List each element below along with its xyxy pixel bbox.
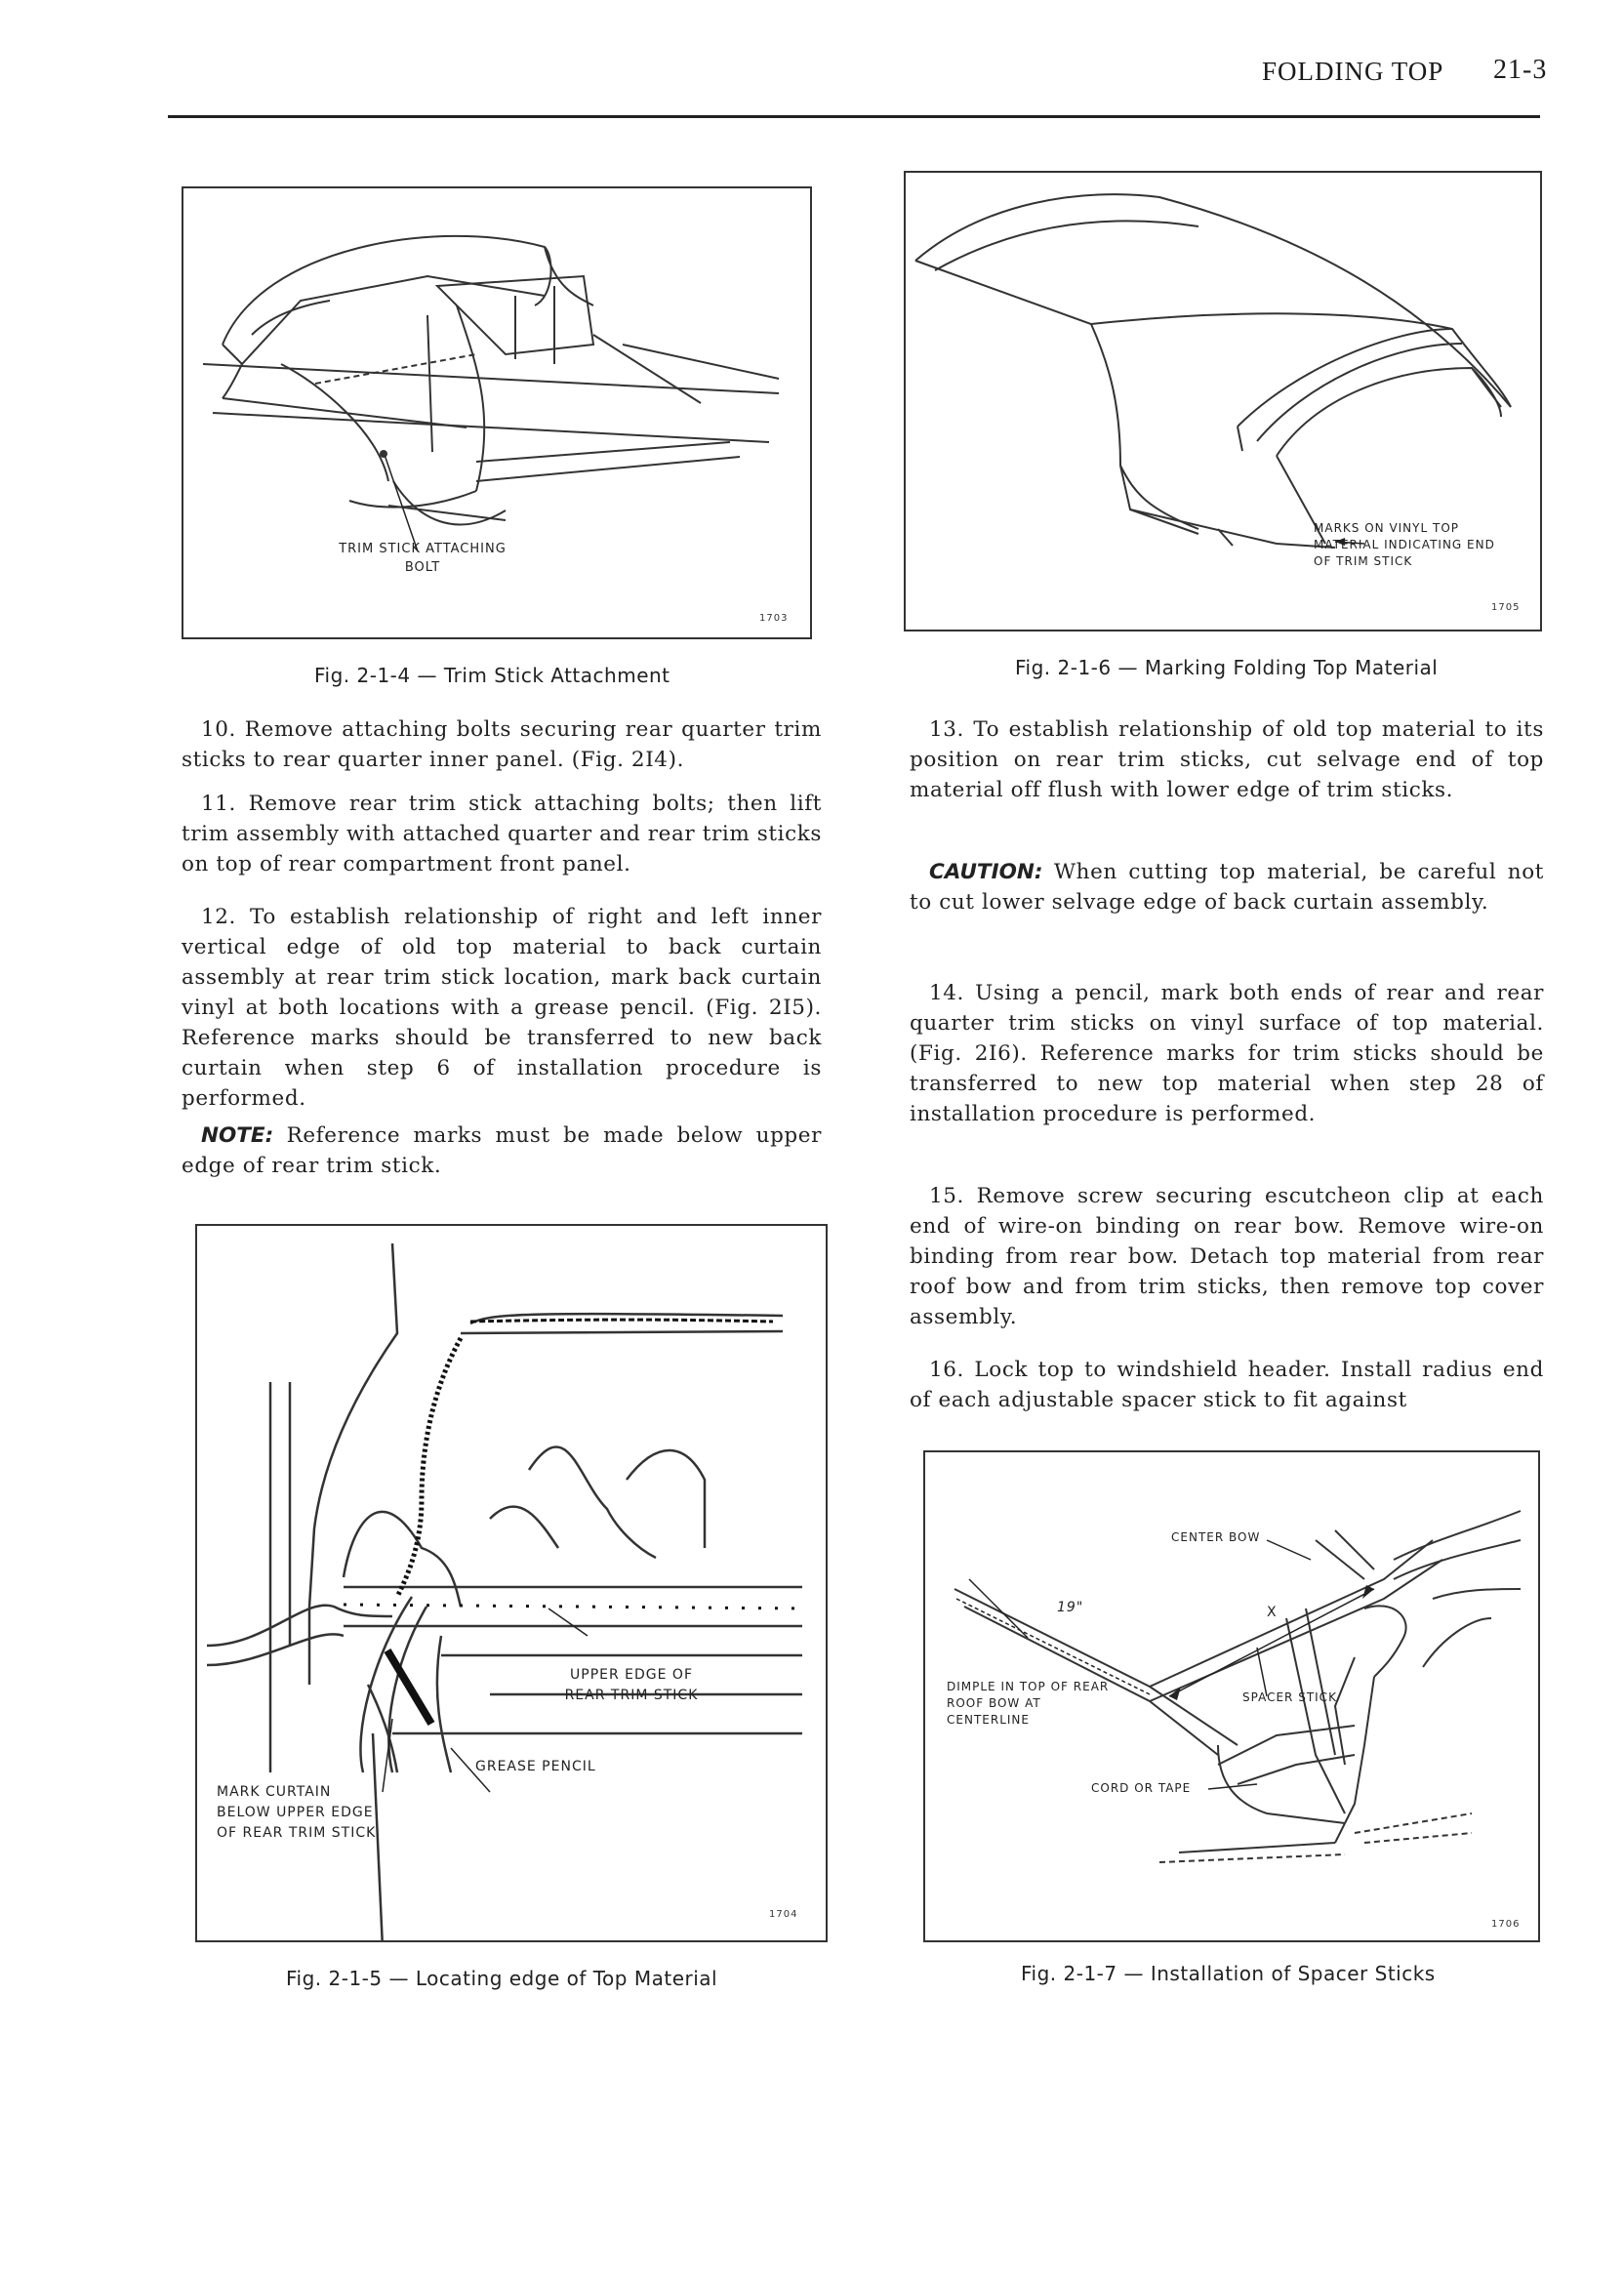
figure-number: 1706 <box>1491 1919 1521 1930</box>
step-16: 16. Lock top to windshield header. Install radius end of each adjustable spacer stick to fit against <box>910 1358 1544 1412</box>
caution-paragraph <box>910 857 1544 917</box>
figure-marking-folding-top <box>904 171 1542 631</box>
caution-text: When cutting top material, be careful not to cut lower selvage edge of back curtain assembly. <box>910 860 1544 915</box>
figure-number: 1704 <box>769 1909 798 1920</box>
callout-x: X <box>1267 1605 1278 1620</box>
step-14: 14. Using a pencil, mark both ends of rear and rear quarter trim sticks on vinyl surface of top material. (Fig. 2I6). Reference marks for trim sticks should be transferred to new top material when step 28 of installation procedure is performed. <box>910 981 1544 1126</box>
step-13: 13. To establish relationship of old top material to its position on rear trim sticks, cut selvage end of top material off flush with lower edge of trim sticks. <box>910 717 1544 802</box>
note-text: Reference marks must be made below upper edge of rear trim stick. <box>182 1123 822 1178</box>
callout-cord-tape: CORD OR TAPE <box>1091 1781 1192 1795</box>
figure-number: 1703 <box>759 613 789 624</box>
step-10: 10. Remove attaching bolts securing rear quarter trim sticks to rear quarter inner panel. (Fig. 2I4). <box>182 717 822 772</box>
callout-dimple: DIMPLE IN TOP OF REAR ROOF BOW AT CENTERLINE <box>947 1680 1110 1727</box>
step-15: 15. Remove screw securing escutcheon clip at each end of wire-on binding on rear bow. Remove wire-on binding from rear bow. Detach top material from rear roof bow and from trim sticks, then remove top cover assembly. <box>910 1184 1544 1329</box>
caution-label: CAUTION: <box>929 860 1043 884</box>
callout-19in: 19" <box>1057 1600 1084 1615</box>
figure-locating-edge <box>195 1224 828 1942</box>
note-paragraph <box>182 1120 822 1181</box>
page-number: 21-3 <box>1493 55 1548 85</box>
callout-spacer-stick: SPACER STICK <box>1242 1690 1337 1704</box>
callout-grease-pencil: GREASE PENCIL <box>475 1759 596 1774</box>
callout-marks-on-vinyl: MARKS ON VINYL TOP MATERIAL INDICATING END OF TRIM STICK <box>1314 521 1495 568</box>
figure-spacer-sticks <box>923 1450 1540 1942</box>
figure-caption: Fig. 2-1-4 — Trim Stick Attachment <box>314 664 670 687</box>
figure-number: 1705 <box>1491 602 1521 613</box>
section-title: FOLDING TOP <box>1262 57 1444 86</box>
callout-mark-curtain: MARK CURTAIN BELOW UPPER EDGE OF REAR TRIM STICK <box>217 1784 377 1841</box>
header-rule <box>168 115 1540 118</box>
figure-trim-stick-attachment <box>182 186 812 639</box>
step-12: 12. To establish relationship of right and left inner vertical edge of old top material to back curtain assembly at rear trim stick location, mark back curtain vinyl at both locations with a grease pencil. (Fig. 2I5). Reference marks should be transferred to new back curtain when step 6 of installation procedure is performed. <box>182 905 822 1111</box>
figure-caption: Fig. 2-1-5 — Locating edge of Top Material <box>286 1967 718 1990</box>
step-11: 11. Remove rear trim stick attaching bolts; then lift trim assembly with attached quarter and rear trim sticks on top of rear compartment front panel. <box>182 792 822 876</box>
callout-trim-stick-bolt: TRIM STICK ATTACHING BOLT <box>339 542 507 575</box>
callout-upper-edge: UPPER EDGE OF REAR TRIM STICK <box>564 1667 699 1703</box>
callout-center-bow: CENTER BOW <box>1171 1530 1261 1544</box>
figure-caption: Fig. 2-1-6 — Marking Folding Top Material <box>1015 656 1439 679</box>
figure-caption: Fig. 2-1-7 — Installation of Spacer Sticks <box>1021 1962 1436 1985</box>
note-label: NOTE: <box>201 1123 274 1148</box>
